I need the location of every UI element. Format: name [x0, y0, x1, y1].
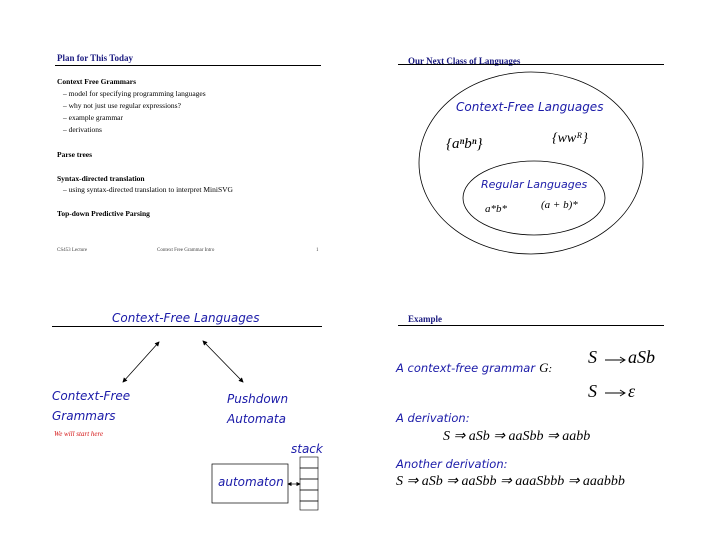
grammar-intro: A context-free grammar G: — [396, 360, 553, 375]
derivation-2: S ⇒ aSb ⇒ aaSbb ⇒ aaaSbbb ⇒ aaabbb — [396, 474, 625, 489]
start-here-note: We will start here — [54, 430, 104, 438]
pushdown-automata-label: Pushdown Automata — [227, 392, 289, 426]
rule-1-lhs: S — [588, 347, 597, 367]
another-derivation-label: Another derivation: — [396, 457, 508, 471]
rule-1-rhs: aSb — [628, 347, 655, 367]
rule-2-rhs: ε — [628, 381, 636, 401]
footer-page-number: 1 — [316, 248, 319, 253]
slide-1-title: Plan for This Today — [57, 53, 133, 63]
derivation-1: S ⇒ aSb ⇒ aaSbb ⇒ aabb — [443, 429, 591, 444]
aplusb-star-language: (a + b)* — [541, 199, 578, 211]
bullet-item: – example grammar — [63, 113, 123, 122]
bullet-item: – why not just use regular expressions? — [63, 101, 181, 110]
rule-2-lhs: S — [588, 381, 597, 401]
slide-4-title: Example — [408, 314, 443, 324]
wwr-language: {wwᴿ} — [552, 131, 588, 146]
regular-languages-label: Regular Languages — [481, 178, 588, 191]
section-top-down-parsing: Top-down Predictive Parsing — [57, 209, 150, 218]
automaton-label: automaton — [218, 475, 284, 489]
bullet-item: – using syntax-directed translation to interpret MiniSVG — [63, 185, 233, 194]
footer-course: CS453 Lecture — [57, 248, 88, 253]
astar-bstar-language: a*b* — [485, 203, 507, 215]
anbn-language: {aⁿbⁿ} — [446, 136, 483, 152]
slide-3-title: Context-Free Languages — [112, 311, 260, 325]
context-free-grammars-label: Context-Free Grammars — [52, 389, 131, 423]
slide-2-title: Our Next Class of Languages — [408, 56, 521, 66]
section-parse-trees: Parse trees — [57, 150, 93, 159]
bullet-item: – derivations — [63, 125, 102, 134]
context-free-languages-label: Context-Free Languages — [456, 100, 604, 114]
derivation-label: A derivation: — [396, 411, 470, 425]
bullet-item: – model for specifying programming languages — [63, 89, 206, 98]
stack-label: stack — [291, 442, 323, 456]
footer-title: Context Free Grammar Intro — [157, 248, 215, 253]
section-context-free-grammars: Context Free Grammars — [57, 77, 136, 86]
section-syntax-directed-translation: Syntax-directed translation — [57, 174, 145, 183]
